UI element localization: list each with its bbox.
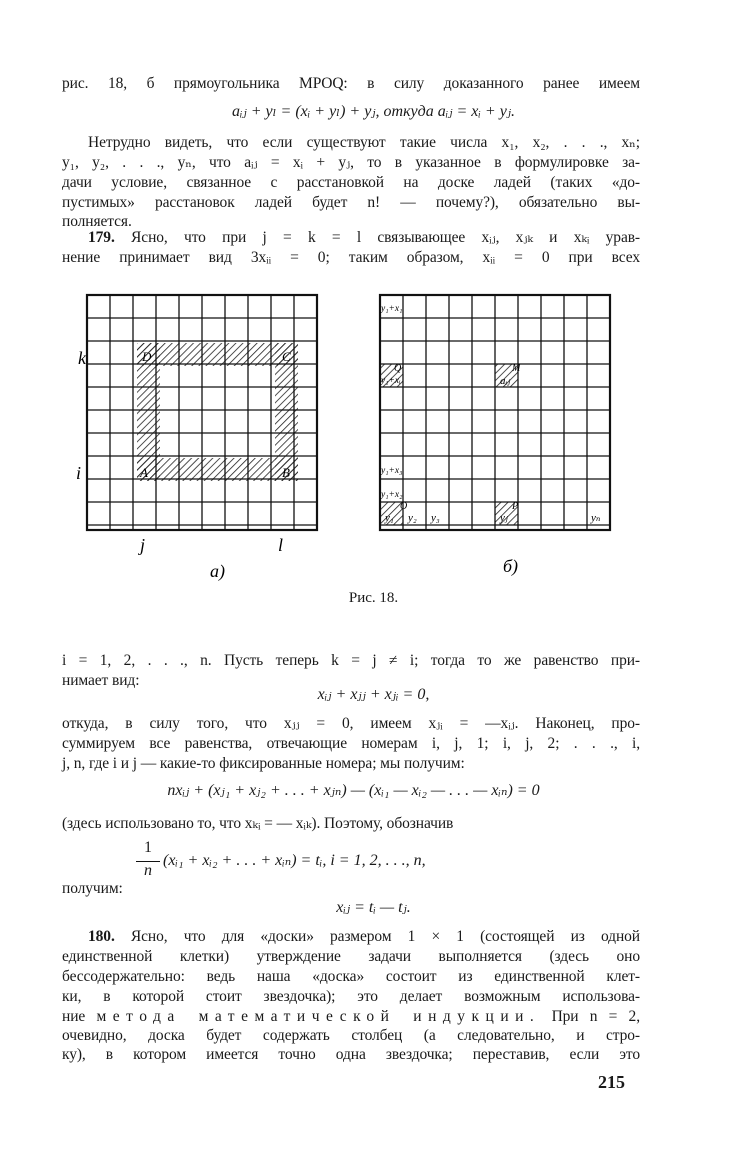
text-line: дачи условие, связанное с расстановкой на доске ладей (таких «до- [62,174,640,191]
text-line: полняется. [62,213,132,230]
cell-y1-x1: y₁+x₁ [381,304,403,314]
formula-5: xᵢⱼ = tᵢ — tⱼ. [336,899,411,916]
text-line: Нетрудно видеть, что если существуют такие числа x₁, x₂, . . ., xₙ; [88,134,640,151]
cell-y1-xi: y₁+xᵢ [381,376,401,386]
formula-4: (xᵢ₁ + xᵢ₂ + . . . + xᵢₙ) = tᵢ, i = 1, 2, . . ., n, [163,852,426,869]
text-line: нимает вид: [62,672,140,689]
formula-1: aᵢⱼ + yₗ = (xᵢ + yₗ) + yⱼ, откуда aᵢⱼ = xᵢ + yⱼ. [231,103,516,120]
grid-a [87,295,317,530]
spaced-text: метода математической индукции. [96,1008,541,1025]
cell-yj: yⱼ [500,512,508,524]
cell-y1-x3: y₁+x₃ [381,466,403,476]
point-P: P [512,501,519,512]
formula-2: xᵢⱼ + xⱼⱼ + xⱼᵢ = 0, [317,686,430,703]
text-line: ку), в котором имеется точно одна звездочка; переставив, если это [62,1046,640,1063]
hatched-row-i [137,458,298,481]
text-line: пустимых» расстановок ладей будет n! — почему?), обязательно вы- [62,194,640,211]
corner-C: C [282,349,291,364]
page-number: 215 [598,1072,625,1092]
figure-caption: Рис. 18. [348,590,399,606]
fraction-numerator: 1 [144,839,152,856]
text-line: очевидно, доска будет содержать столбец (а следовательно, и стро- [62,1027,640,1044]
text-line: рис. 18, б прямоугольника MPOQ: в силу доказанного ранее имеем [62,75,640,92]
corner-A: A [140,465,148,480]
text-line: получим: [62,880,123,897]
figure-18 [60,285,660,585]
formula-3: nxᵢⱼ + (xⱼ₁ + xⱼ₂ + . . . + xⱼₙ) — (xᵢ₁ — xᵢ₂ — . . . — xᵢₙ) = 0 [167,782,540,799]
point-O: O [400,501,408,512]
cell-aij: aᵢⱼ [500,375,511,387]
cell-y1-x2: y₁+x₂ [381,490,403,500]
fraction-denominator: n [144,862,152,879]
grid-b [380,295,610,530]
col-label-l: l [278,535,284,555]
problem-number: 180. [88,928,115,945]
cell-y1: y₁ [385,512,394,524]
hatched-row-k [137,343,298,366]
text-span: Ясно, что при j = k = l связывающее xᵢⱼ, xⱼₖ и xₖᵢ урав- [114,229,640,246]
corner-D: D [142,349,152,364]
text-line: суммируем все равенства, отвечающие номерам i, j, 1; i, j, 2; . . ., i, [62,735,640,752]
problem-number: 179. [88,229,115,246]
text-span: При n = 2, [540,1008,640,1025]
text-line [62,1007,640,1027]
text-line: y₁, y₂, . . ., yₙ, что aᵢⱼ = xᵢ + yⱼ, то в указанное в формулировке за- [62,154,640,171]
row-label-k: k [78,348,86,368]
text-span: ние [62,1008,97,1025]
cell-y2: y₂ [408,512,417,524]
row-label-i: i [76,463,82,483]
text-line: (здесь использовано то, что xₖᵢ = — xᵢₖ). Поэтому, обозначив [62,815,454,832]
text-line: единственной клетки) утверждение задачи выполняется (здесь оно [62,948,640,965]
point-M: M [512,363,521,374]
sublabel-a: а) [210,561,225,581]
text-line: i = 1, 2, . . ., n. Пусть теперь k = j ≠ i; тогда то же равенство при- [62,652,640,669]
text-line: откуда, в силу того, что xⱼⱼ = 0, имеем xⱼᵢ = —xᵢⱼ. Наконец, про- [62,715,640,732]
cell-yn: yₙ [591,512,601,524]
text-line: нение принимает вид 3xᵢᵢ = 0; таким образом, xᵢᵢ = 0 при всех [62,249,640,266]
text-span: Ясно, что для «доски» размером 1 × 1 (состоящей из одной [114,928,640,945]
corner-B: B [282,465,290,480]
problem-179-line [88,228,640,248]
text-line: бессодержательно: ведь наша «доска» состоит из единственной клет- [62,968,640,985]
cell-y3: y₃ [431,512,440,524]
sublabel-b: б) [503,556,519,576]
point-Q: Q [394,363,402,374]
text-line: ки, в которой стоит звездочка); это делает возможным использова- [62,988,640,1005]
problem-180-line [88,927,640,947]
text-line: j, n, где i и j — какие-то фиксированные номера; мы получим: [62,755,465,772]
col-label-j: j [140,535,146,555]
